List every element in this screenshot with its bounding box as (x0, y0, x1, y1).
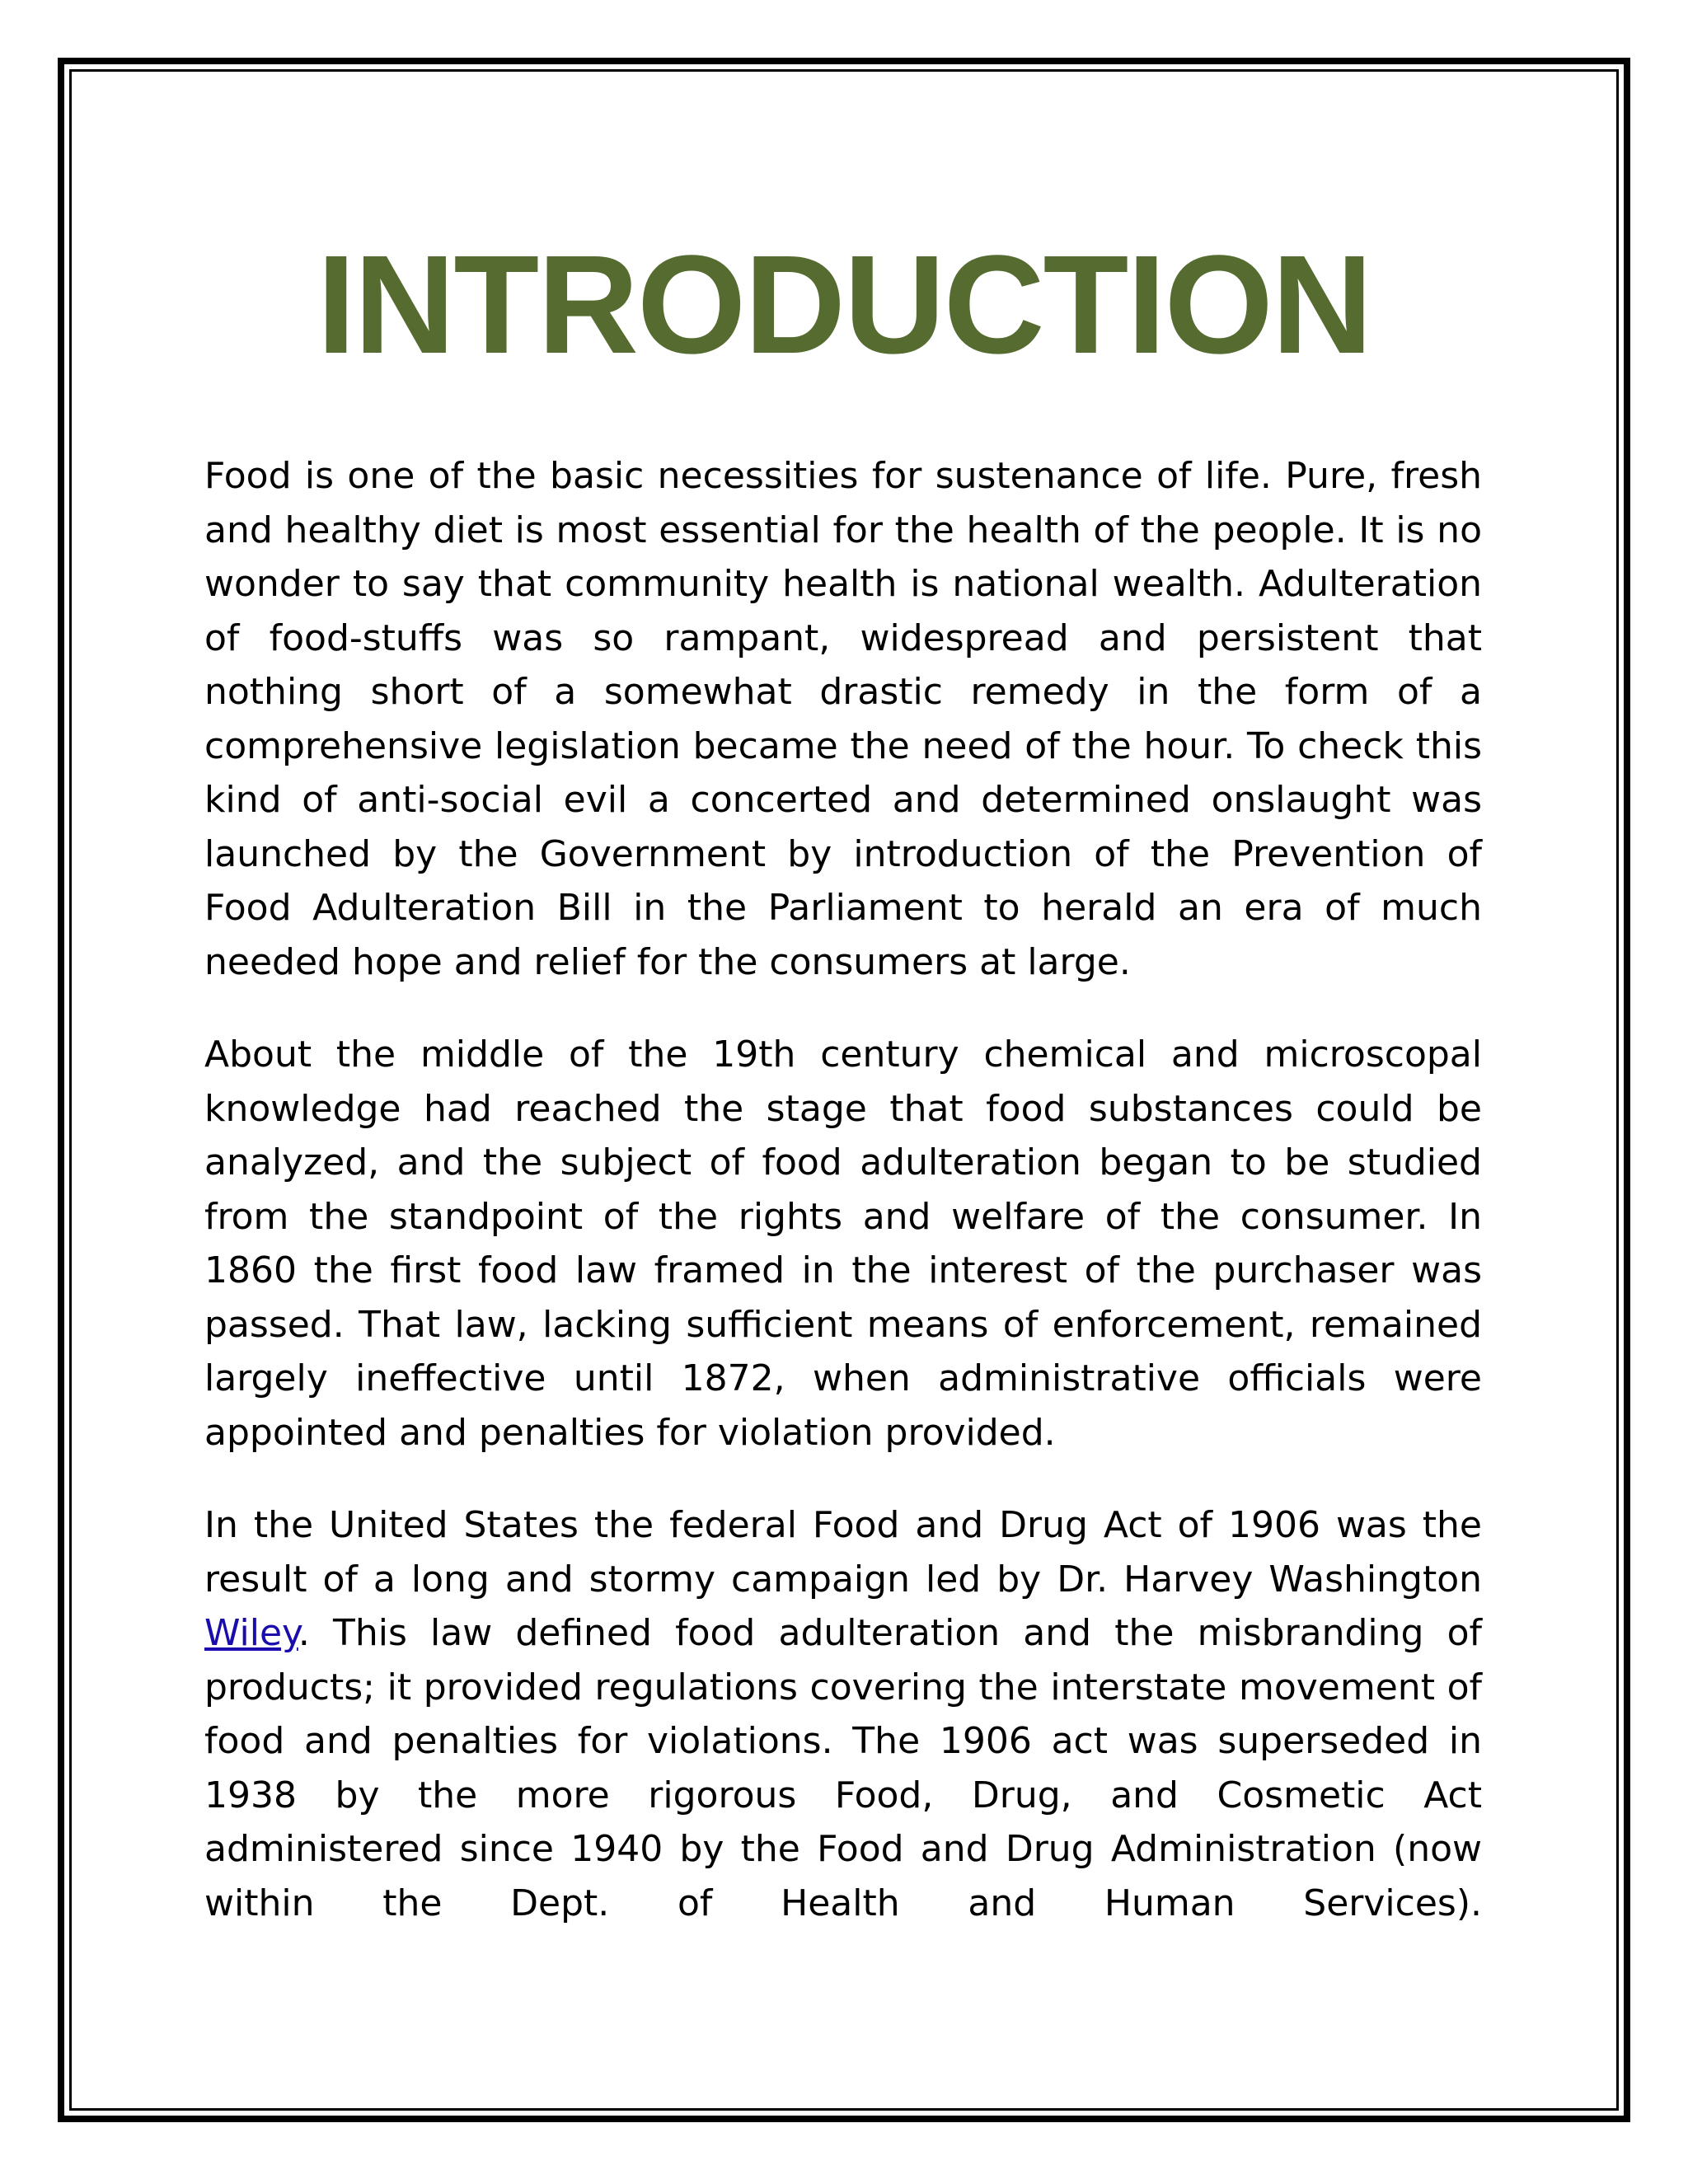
body-text (204, 449, 1482, 1969)
wiley-link[interactable]: Wiley (204, 1612, 298, 1654)
paragraph-3 (204, 1498, 1482, 1930)
paragraph-3-after-link: . This law defined food adulteration and the misbranding of products; it provided regulations covering the interstate movement of food and penalties for violations. The 1906 act was superseded in 1938 by the more rigorous Food, Drug, and Cosmetic Act administered since 1940 by the Food and Drug Administration (now within the Dept. of Health and Human Services). (204, 1612, 1482, 1924)
paragraph-1: Food is one of the basic necessities for sustenance of life. Pure, fresh and healthy diet is most essential for the health of the people. It is no wonder to say that community health is national wealth. Adulteration of food-stuffs was so rampant, widespread and persistent that nothing short of a somewhat drastic remedy in the form of a comprehensive legislation became the need of the hour. To check this kind of anti-social evil a concerted and determined onslaught was launched by the Government by introduction of the Prevention of Food Adulteration Bill in the Parliament to herald an era of much needed hope and relief for the consumers at large. (204, 455, 1482, 983)
paragraph-2: About the middle of the 19th century chemical and microscopal knowledge had reached the stage that food substances could be analyzed, and the subject of food adulteration began to be studied from the standpoint of the rights and welfare of the consumer. In 1860 the first food law framed in the interest of the purchaser was passed. That law, lacking sufficient means of enforcement, remained largely ineffective until 1872, when administrative officials were appointed and penalties for violation provided. (204, 1033, 1482, 1454)
page-title: INTRODUCTION (316, 227, 1372, 383)
paragraph-3-before-link: In the United States the federal Food and Drug Act of 1906 was the result of a long and stormy campaign led by Dr. Harvey Washington (204, 1504, 1482, 1601)
